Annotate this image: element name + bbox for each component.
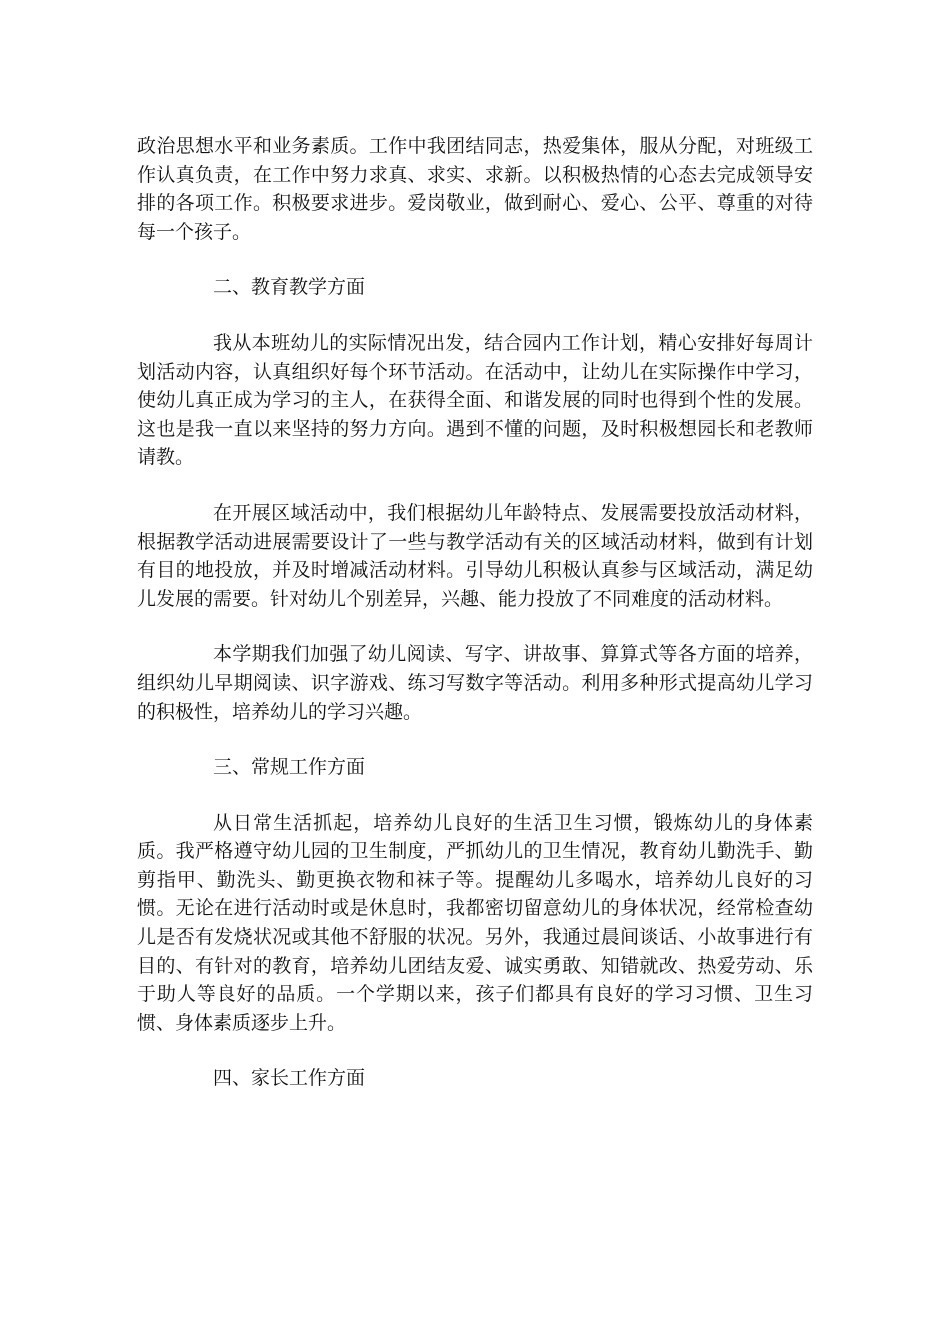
section-heading-routine: 三、常规工作方面 bbox=[213, 756, 366, 779]
paragraph-area-activities: 在开展区域活动中，我们根据幼儿年龄特点、发展需要投放活动材料，根据教学活动进展需要设计了一些与教学活动有关的区域活动材料，做到有计划有目的地投放，并及时增减活动材料。引导幼儿积极认真参与区域活动，满足幼儿发展的需要。针对幼儿个别差异，兴趣、能力投放了不同难度的活动材料。 bbox=[137, 501, 813, 610]
section-heading-teaching: 二、教育教学方面 bbox=[213, 276, 366, 299]
section-heading-parents: 四、家长工作方面 bbox=[213, 1067, 366, 1090]
paragraph-intro: 政治思想水平和业务素质。工作中我团结同志，热爱集体，服从分配，对班级工作认真负责，在工作中努力求真、求实、求新。以积极热情的心态去完成领导安排的各项工作。积极要求进步。爱岗敬业，做到耐心、爱心、公平、尊重的对待每一个孩子。 bbox=[137, 135, 813, 243]
document-page bbox=[137, 132, 813, 1120]
paragraph-teaching-plan: 我从本班幼儿的实际情况出发，结合园内工作计划，精心安排好每周计划活动内容，认真组织好每个环节活动。在活动中，让幼儿在实际操作中学习，使幼儿真正成为学习的主人，在获得全面、和谐发展的同时也得到个性的发展。这也是我一直以来坚持的努力方向。遇到不懂的问题，及时积极想园长和老教师请教。 bbox=[137, 331, 813, 469]
paragraph-reading-writing: 本学期我们加强了幼儿阅读、写字、讲故事、算算式等各方面的培养，组织幼儿早期阅读、识字游戏、练习写数字等活动。利用多种形式提高幼儿学习的积极性，培养幼儿的学习兴趣。 bbox=[137, 643, 813, 723]
paragraph-daily-hygiene: 从日常生活抓起，培养幼儿良好的生活卫生习惯，锻炼幼儿的身体素质。我严格遵守幼儿园的卫生制度，严抓幼儿的卫生情况，教育幼儿勤洗手、勤剪指甲、勤洗头、勤更换衣物和袜子等。提醒幼儿多喝水，培养幼儿良好的习惯。无论在进行活动时或是休息时，我都密切留意幼儿的身体状况，经常检查幼儿是否有发烧状况或其他不舒服的状况。另外，我通过晨间谈话、小故事进行有目的、有针对的教育，培养幼儿团结友爱、诚实勇敢、知错就改、热爱劳动、乐于助人等良好的品质。一个学期以来，孩子们都具有良好的学习习惯、卫生习惯、身体素质逐步上升。 bbox=[137, 811, 813, 1034]
